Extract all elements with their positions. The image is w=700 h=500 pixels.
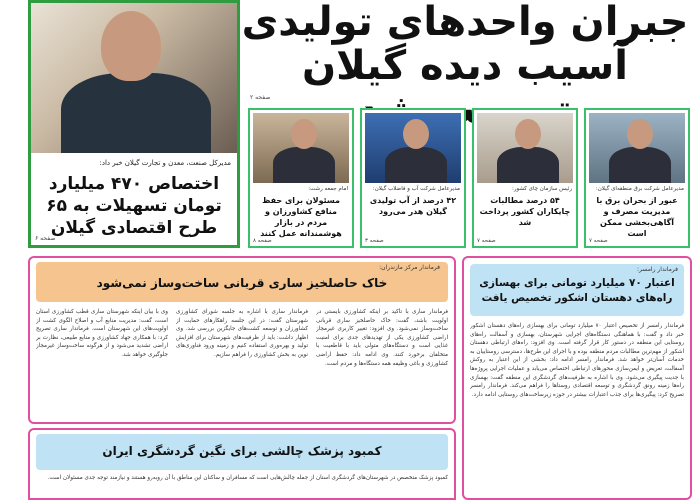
teaser-title[interactable]: ۴۲ درصد از آب تولیدی گیلان هدر می‌رود — [369, 196, 457, 216]
story-sari[interactable] — [28, 256, 456, 424]
teaser-kicker: مدیرعامل شرکت برق منطقه‌ای گیلان: — [595, 186, 684, 192]
lead-photo-face — [101, 11, 161, 81]
lead-story-title[interactable]: اختصاص ۴۷۰ میلیارد تومان تسهیلات به ۶۵ طرح اقتصادی گیلان — [46, 174, 222, 238]
teaser-item[interactable] — [472, 108, 578, 248]
main-headline — [240, 0, 690, 92]
teaser-photo-face — [515, 119, 541, 149]
teaser-kicker: مدیرعامل شرکت آب و فاضلاب گیلان: — [372, 186, 460, 192]
lead-story[interactable] — [28, 0, 240, 248]
teaser-row — [246, 108, 690, 248]
teaser-item[interactable] — [360, 108, 466, 248]
story-doctor-header — [36, 434, 448, 470]
teaser-kicker: رئیس سازمان چای کشور: — [512, 186, 572, 192]
story-ramsar[interactable] — [462, 256, 692, 500]
teaser-page-ref: صفحه ۷ — [589, 238, 608, 244]
story-sari-column-1: فرماندار ساری با تأکید بر اینکه کشاورزی بایستی در اولویت باشد، گفت: خاک حاصلخیز ساری قربانی ساخت‌وساز نمی‌شود. وی افزود: تغییر کاربری غیرمجاز اراضی کشاورزی یکی از تهدیدهای جدی برای امنیت غذایی است و دستگاه‌های متولی باید با قاطعیت با متخلفان برخورد کنند. وی ادامه داد: حفظ اراضی کشاورزی و باغی وظیفه همه دستگاه‌ها و مردم است. — [316, 309, 448, 367]
teaser-photo-face — [627, 119, 653, 149]
teaser-kicker: امام جمعه رشت: — [308, 186, 348, 192]
teaser-photo — [477, 113, 573, 183]
lead-photo-figure — [61, 73, 211, 153]
teaser-photo-figure — [273, 147, 335, 183]
story-ramsar-header — [470, 264, 684, 316]
teaser-page-ref: صفحه ۳ — [365, 238, 384, 244]
teaser-item[interactable] — [584, 108, 690, 248]
teaser-photo — [589, 113, 685, 183]
lead-story-kicker: مدیرکل صنعت، معدن و تجارت گیلان خبر داد: — [99, 159, 231, 167]
story-doctor-body: کمبود پزشک متخصص در شهرستان‌های گردشگری استان از جمله چالش‌هایی است که مسافران و ساکنان این مناطق با آن روبه‌رو هستند و نیازمند توجه جدی مسئولان است. — [47, 475, 448, 481]
teaser-photo-face — [291, 119, 317, 149]
teaser-photo-figure — [497, 147, 559, 183]
story-doctor-shortage[interactable] — [28, 428, 456, 500]
story-ramsar-body: فرماندار رامسر از تخصیص اعتبار ۷۰ میلیارد تومانی برای بهسازی راه‌های دهستان اشکور خبر داد و گفت: با هماهنگی دستگاه‌های اجرایی شهرستان، بهسازی و آسفالت راه‌های روستایی این منطقه در دستور کار قرار گرفته است. وی افزود: راه‌های ارتباطی دهستان اشکور از مهم‌ترین مطالبات مردم منطقه بوده و با اجرای این طرح‌ها، دسترسی روستاییان به خدمات آسان‌تر خواهد شد. فرماندار رامسر ادامه داد: بخشی از این اعتبار به روکش آسفالت، تعریض و ایمن‌سازی محورهای ارتباطی اختصاص می‌یابد و عملیات اجرایی پروژه‌ها با جدیت پیگیری می‌شود. وی با اشاره به ظرفیت‌های گردشگری این منطقه گفت: بهسازی راه‌ها زمینه رونق گردشگری و توسعه اقتصادی روستاها را فراهم می‌کند. فرماندار رامسر تصریح کرد: پیگیری‌ها برای جذب اعتبارات بیشتر در حوزه زیرساخت‌های روستایی ادامه دارد. — [470, 323, 684, 398]
teaser-title[interactable]: مسئولان برای حفظ منافع کشاورزان و مردم در بازار هوشمندانه عمل کنند — [260, 196, 342, 238]
teaser-title[interactable]: ۵۴ درصد مطالبات چایکاران کشور پرداخت شد — [479, 196, 571, 227]
teaser-title[interactable]: عبور از بحران برق با مدیریت مصرف و آگاهی‌بخشی ممکن است — [596, 196, 678, 238]
lead-story-photo — [31, 3, 237, 153]
teaser-page-ref: صفحه ۸ — [253, 238, 272, 244]
headline-page-ref: صفحه ۲ — [250, 94, 271, 101]
story-sari-title[interactable]: خاک حاصلخیز ساری قربانی ساخت‌وساز نمی‌شود — [96, 276, 388, 290]
teaser-photo-figure — [609, 147, 671, 183]
story-sari-header — [36, 262, 448, 302]
story-sari-column-2: فرماندار ساری با اشاره به جلسه شورای کشاورزی شهرستان گفت: در این جلسه راهکارهای حمایت از کشاورزان و توسعه کشت‌های جایگزین بررسی شد. وی اظهار داشت: باید از ظرفیت‌های شهرستان برای افزایش تولید و بهره‌وری استفاده کنیم و زمینه ورود فناوری‌های نوین به بخش کشاورزی را فراهم سازیم. — [176, 309, 308, 358]
teaser-photo — [253, 113, 349, 183]
teaser-photo — [365, 113, 461, 183]
main-headline-line2: آسیب دیده گیلان — [302, 43, 628, 89]
story-ramsar-title[interactable]: اعتبار ۷۰ میلیارد تومانی برای بهسازی راه‌های دهستان اشکور تخصیص یافت — [479, 277, 675, 304]
teaser-photo-face — [403, 119, 429, 149]
story-ramsar-kicker: فرماندار رامسر: — [637, 266, 678, 273]
main-headline-line1: جبران واحدهای تولیدی — [241, 0, 689, 45]
teaser-page-ref: صفحه ۷ — [477, 238, 496, 244]
teaser-photo-figure — [385, 147, 447, 183]
teaser-item[interactable] — [248, 108, 354, 248]
story-doctor-title[interactable]: کمبود پزشک چالشی برای نگین گردشگری ایران — [102, 444, 382, 458]
story-sari-column-3: وی با بیان اینکه شهرستان ساری قطب کشاورزی استان است، گفت: مدیریت منابع آب و اصلاح الگوی کشت از اولویت‌های این شهرستان است. فرماندار ساری تصریح کرد: با همکاری جهاد کشاورزی و منابع طبیعی، نظارت بر اراضی تشدید می‌شود و از هرگونه ساخت‌وساز غیرمجاز جلوگیری خواهد شد. — [36, 309, 168, 358]
story-sari-kicker: فرماندار مرکز مازندران: — [379, 264, 440, 271]
lead-story-page-ref: صفحه ۶ — [35, 235, 56, 242]
